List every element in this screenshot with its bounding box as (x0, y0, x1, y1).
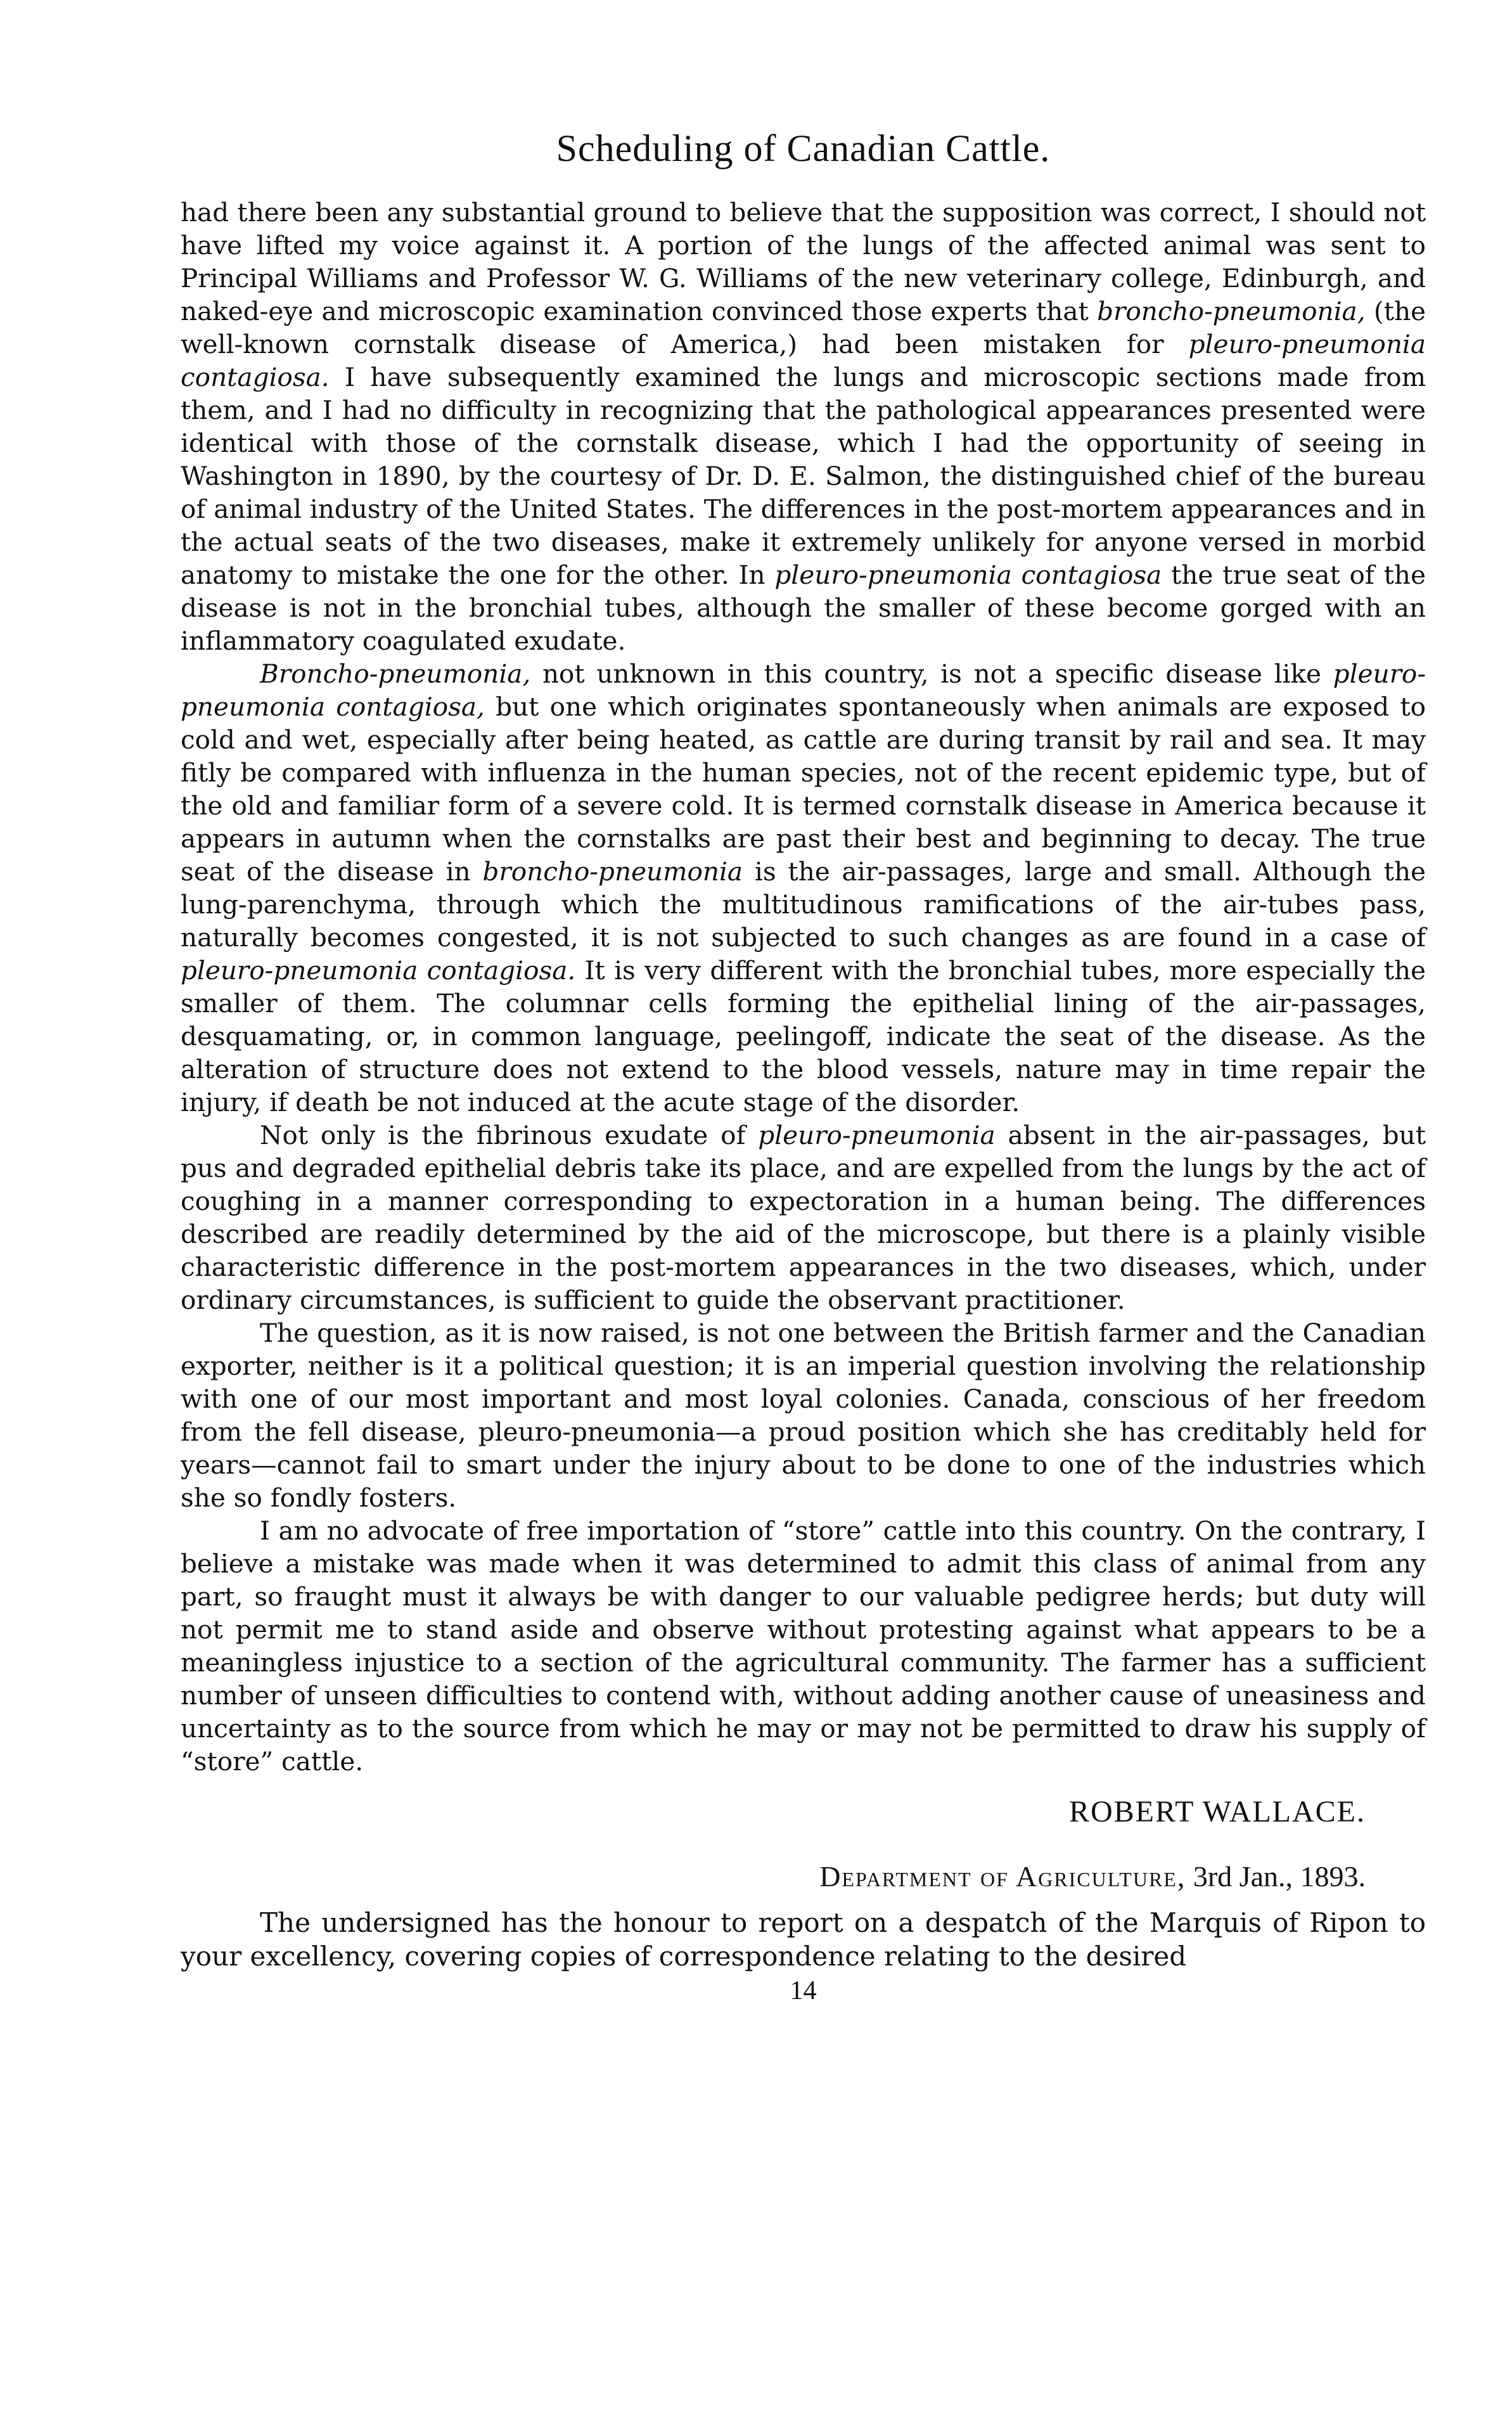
page-number: 14 (790, 1976, 817, 2005)
text-run: the true seat of the disease is not in the bronchial tubes, although the smaller of these become gorged with an inflammatory coagulated exudate. (181, 560, 1426, 656)
italic-term: broncho-pneumonia, (1097, 296, 1366, 326)
text-run: Not only is the fibrinous exudate of (260, 1120, 759, 1150)
italic-term: Broncho-pneumonia, (260, 659, 531, 689)
department-name: Department of Agriculture, (819, 1860, 1186, 1893)
italic-term: pleuro-pneumonia contagiosa. (181, 955, 576, 986)
italic-term: pleuro-pneumonia contagiosa (774, 560, 1162, 590)
text-run: I have subsequently examined the lungs and microscopic sections made from them, and I had no difficulty in recognizing that the pathological appearances presented were identical with those of the cornstalk disease, which I had the opportunity of seeing in Washington in 1890, by the courtesy of Dr. D. E. Salmon, the distinguished chief of the bureau of animal industry of the United States. The differences in the post-mortem appearances and in the actual seats of the two diseases, make it extremely unlikely for anyone versed in morbid anatomy to mistake the one for the other. In (181, 362, 1426, 590)
final-paragraph: The undersigned has the honour to report on a despatch of the Marquis of Ripon to your excellency, covering copies of correspondence relating to the desired (181, 1907, 1426, 1972)
paragraph (181, 196, 1426, 657)
italic-term: pleuro-pneumonia contagiosa, (181, 659, 1426, 722)
text-run: The question, as it is now raised, is not one between the British farmer and the Canadian exporter, neither is it a political question; it is an imperial question involving the relationship with one of our most important and most loyal colonies. Canada, conscious of her freedom from the fell disease, pleuro-pneumonia—a proud position which she has creditably held for years—cannot fail to smart under the injury about to be done to one of the industries which she so fondly fosters. (181, 1318, 1426, 1513)
text-run: had there been any substantial ground to believe that the supposition was correct, I should not have lifted my voice against it. A portion of the lungs of the affected animal was sent to Principal Williams and Professor W. G. Williams of the new veterinary college, Edinburgh, and naked-eye and microscopic examination convinced those experts that (181, 197, 1426, 326)
text-run: absent in the air-passages, but pus and degraded epithelial debris take its place, and are expelled from the lungs by the act of coughing in a manner corresponding to expectoration in a human being. The differences described are readily determined by the aid of the microscope, but there is a plainly visible characteristic difference in the post-mortem appearances in the two diseases, which, under ordinary circumstances, is sufficient to guide the observant practitioner. (181, 1120, 1426, 1315)
text-run: (the well-known cornstalk disease of America,) had been mistaken for (181, 296, 1426, 359)
text-run: It is very different with the bronchial tubes, more especially the smaller of them. The columnar cells forming the epithelial lining of the air-passages, desquamating, or, in common language, peelingoff, indicate the seat of the disease. As the alteration of structure does not extend to the blood vessels, nature may in time repair the injury, if death be not induced at the acute stage of the disorder. (181, 955, 1426, 1117)
paragraph (181, 1316, 1426, 1514)
text-run: not unknown in this country, is not a specific disease like (530, 659, 1333, 689)
italic-term: pleuro-pneumonia contagiosa. (181, 329, 1426, 392)
dateline (181, 1860, 1366, 1893)
italic-term: broncho-pneumonia (482, 856, 743, 887)
paragraph (181, 657, 1426, 1119)
signature: ROBERT WALLACE. (1068, 1795, 1366, 1829)
italic-term: pleuro-pneumonia (758, 1120, 996, 1150)
paragraph (181, 1514, 1426, 1778)
document-page (181, 127, 1426, 2006)
body-text (181, 196, 1426, 1778)
running-head: Scheduling of Canadian Cattle. (556, 127, 1051, 169)
text-run: but one which originates spontaneously when animals are exposed to cold and wet, especially after being heated, as cattle are during transit by rail and sea. It may fitly be compared with influenza in the human species, not of the recent epidemic type, but of the old and familiar form of a severe cold. It is termed cornstalk disease in America because it appears in autumn when the cornstalks are past their best and beginning to decay. The true seat of the disease in (181, 691, 1426, 887)
text-run: I am no advocate of free importation of “store” cattle into this country. On the contrary, I believe a mistake was made when it was determined to admit this class of animal from any part, so fraught must it always be with danger to our valuable pedigree herds; but duty will not permit me to stand aside and observe without protesting against what appears to be a meaningless injustice to a section of the agricultural community. The farmer has a sufficient number of unseen difficulties to contend with, without adding another cause of uneasiness and uncertainty as to the source from which he may or may not be permitted to draw his supply of “store” cattle. (181, 1515, 1426, 1777)
dateline-date: 3rd Jan., 1893. (1186, 1860, 1366, 1893)
text-run: is the air-passages, large and small. Although the lung-parenchyma, through which the multitudinous ramifications of the air-tubes pass, naturally becomes congested, it is not subjected to such changes as are found in a case of (181, 856, 1426, 953)
paragraph (181, 1119, 1426, 1316)
